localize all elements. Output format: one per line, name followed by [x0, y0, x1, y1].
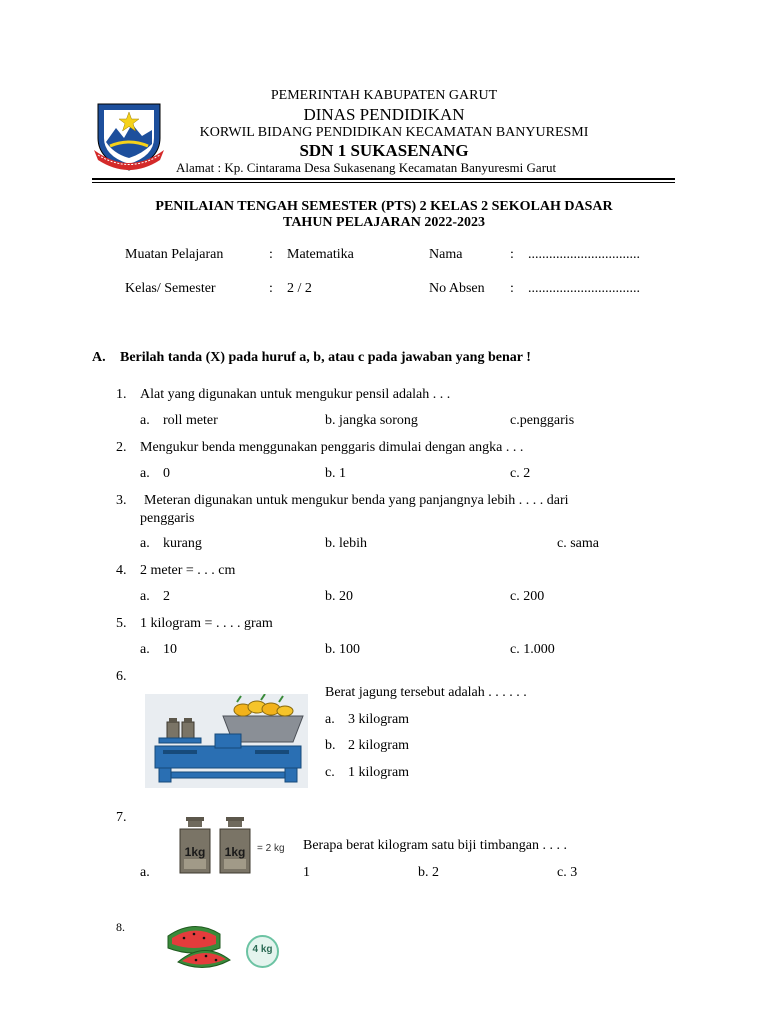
header-school-name: SDN 1 SUKASENANG — [299, 141, 469, 160]
absen-colon: : — [510, 281, 514, 296]
header-government: PEMERINTAH KABUPATEN GARUT — [270, 88, 498, 103]
q1-number: 1. — [116, 387, 127, 402]
q7-option-b[interactable]: b. 2 — [418, 865, 439, 880]
name-colon: : — [510, 247, 514, 262]
scale-with-corn-image — [145, 694, 308, 788]
q3-option-c[interactable]: c. sama — [557, 536, 599, 551]
header-korwil: KORWIL BIDANG PENDIDIKAN KECAMATAN BANYURESMI — [199, 125, 589, 140]
header-address: Alamat : Kp. Cintarama Desa Sukasenang Kecamatan Banyuresmi Garut — [176, 160, 557, 175]
header-divider-thin — [92, 182, 675, 183]
q6-option-c[interactable]: 1 kilogram — [348, 765, 410, 780]
class-colon: : — [269, 281, 273, 296]
q4-option-b[interactable]: b. 20 — [325, 589, 353, 604]
q2-option-b[interactable]: b. 1 — [325, 466, 346, 481]
q1-option-c[interactable]: c.penggaris — [510, 413, 575, 428]
q5-number: 5. — [116, 616, 127, 631]
q1-option-a[interactable]: roll meter — [163, 413, 218, 428]
q2-option-a-mark[interactable]: a. — [140, 466, 150, 481]
q4-option-a-mark[interactable]: a. — [140, 589, 150, 604]
q4-text: 2 meter = . . . cm — [140, 563, 236, 578]
q8-number: 8. — [116, 920, 125, 934]
absen-label: No Absen — [429, 281, 485, 296]
q2-text: Mengukur benda menggunakan penggaris dimulai dengan angka . . . — [140, 440, 524, 455]
q7-number: 7. — [116, 810, 127, 825]
q7-option-c[interactable]: c. 3 — [557, 865, 578, 880]
q1-option-b[interactable]: b. jangka sorong — [325, 413, 418, 428]
section-a-marker: A. — [92, 350, 106, 365]
q6-option-b[interactable]: 2 kilogram — [348, 738, 410, 753]
exam-title: PENILAIAN TENGAH SEMESTER (PTS) 2 KELAS 2 SEKOLAH DASAR — [155, 199, 613, 214]
q5-option-a[interactable]: 10 — [163, 642, 177, 657]
q3-number: 3. — [116, 493, 127, 508]
weights-equals-label: = 2 kg — [257, 843, 285, 854]
q3-option-a-mark[interactable]: a. — [140, 536, 150, 551]
q7-option-a[interactable]: 1 — [303, 865, 310, 880]
kilogram-weights-image — [168, 817, 296, 877]
q6-option-b-mark[interactable]: b. — [325, 738, 336, 753]
q3-text-line1: Meteran digunakan untuk mengukur benda yang panjangnya lebih . . . . dari — [144, 493, 569, 508]
watermelon-image — [164, 918, 246, 970]
q6-number: 6. — [116, 669, 127, 684]
name-label: Nama — [429, 247, 463, 262]
q4-number: 4. — [116, 563, 127, 578]
weight-2-label: 1kg — [224, 845, 246, 859]
q6-option-a[interactable]: 3 kilogram — [348, 712, 410, 727]
q7-option-a-mark[interactable]: a. — [140, 865, 150, 880]
header-divider-thick — [92, 178, 675, 180]
weight-badge-label: 4 kg — [252, 944, 273, 955]
q2-option-a[interactable]: 0 — [163, 466, 170, 481]
q3-option-b[interactable]: b. lebih — [325, 536, 367, 551]
q7-text: Berapa berat kilogram satu biji timbangan . . . . — [303, 838, 567, 853]
class-value: 2 / 2 — [287, 281, 312, 296]
header-department: DINAS PENDIDIKAN — [303, 105, 465, 124]
q4-option-a[interactable]: 2 — [163, 589, 170, 604]
weight-1-label: 1kg — [184, 845, 206, 859]
q3-text-line2: penggaris — [140, 511, 195, 526]
q1-text: Alat yang digunakan untuk mengukur pensil adalah . . . — [140, 387, 451, 402]
q5-option-a-mark[interactable]: a. — [140, 642, 150, 657]
q4-option-c[interactable]: c. 200 — [510, 589, 545, 604]
q5-option-b[interactable]: b. 100 — [325, 642, 360, 657]
q2-option-c[interactable]: c. 2 — [510, 466, 531, 481]
q6-option-a-mark[interactable]: a. — [325, 712, 335, 727]
absen-field[interactable]: ................................ — [528, 281, 640, 296]
subject-label: Muatan Pelajaran — [125, 247, 224, 262]
q1-option-a-mark[interactable]: a. — [140, 413, 150, 428]
class-label: Kelas/ Semester — [125, 281, 216, 296]
subject-value: Matematika — [287, 247, 354, 262]
exam-year: TAHUN PELAJARAN 2022-2023 — [283, 215, 485, 230]
section-a-instruction: Berilah tanda (X) pada huruf a, b, atau c pada jawaban yang benar ! — [120, 350, 531, 365]
q3-option-a[interactable]: kurang — [163, 536, 202, 551]
q5-option-c[interactable]: c. 1.000 — [510, 642, 555, 657]
q6-text: Berat jagung tersebut adalah . . . . . . — [325, 685, 527, 700]
q5-text: 1 kilogram = . . . . gram — [140, 616, 273, 631]
name-field[interactable]: ................................ — [528, 247, 640, 262]
subject-colon: : — [269, 247, 273, 262]
q6-option-c-mark[interactable]: c. — [325, 765, 335, 780]
q2-number: 2. — [116, 440, 127, 455]
